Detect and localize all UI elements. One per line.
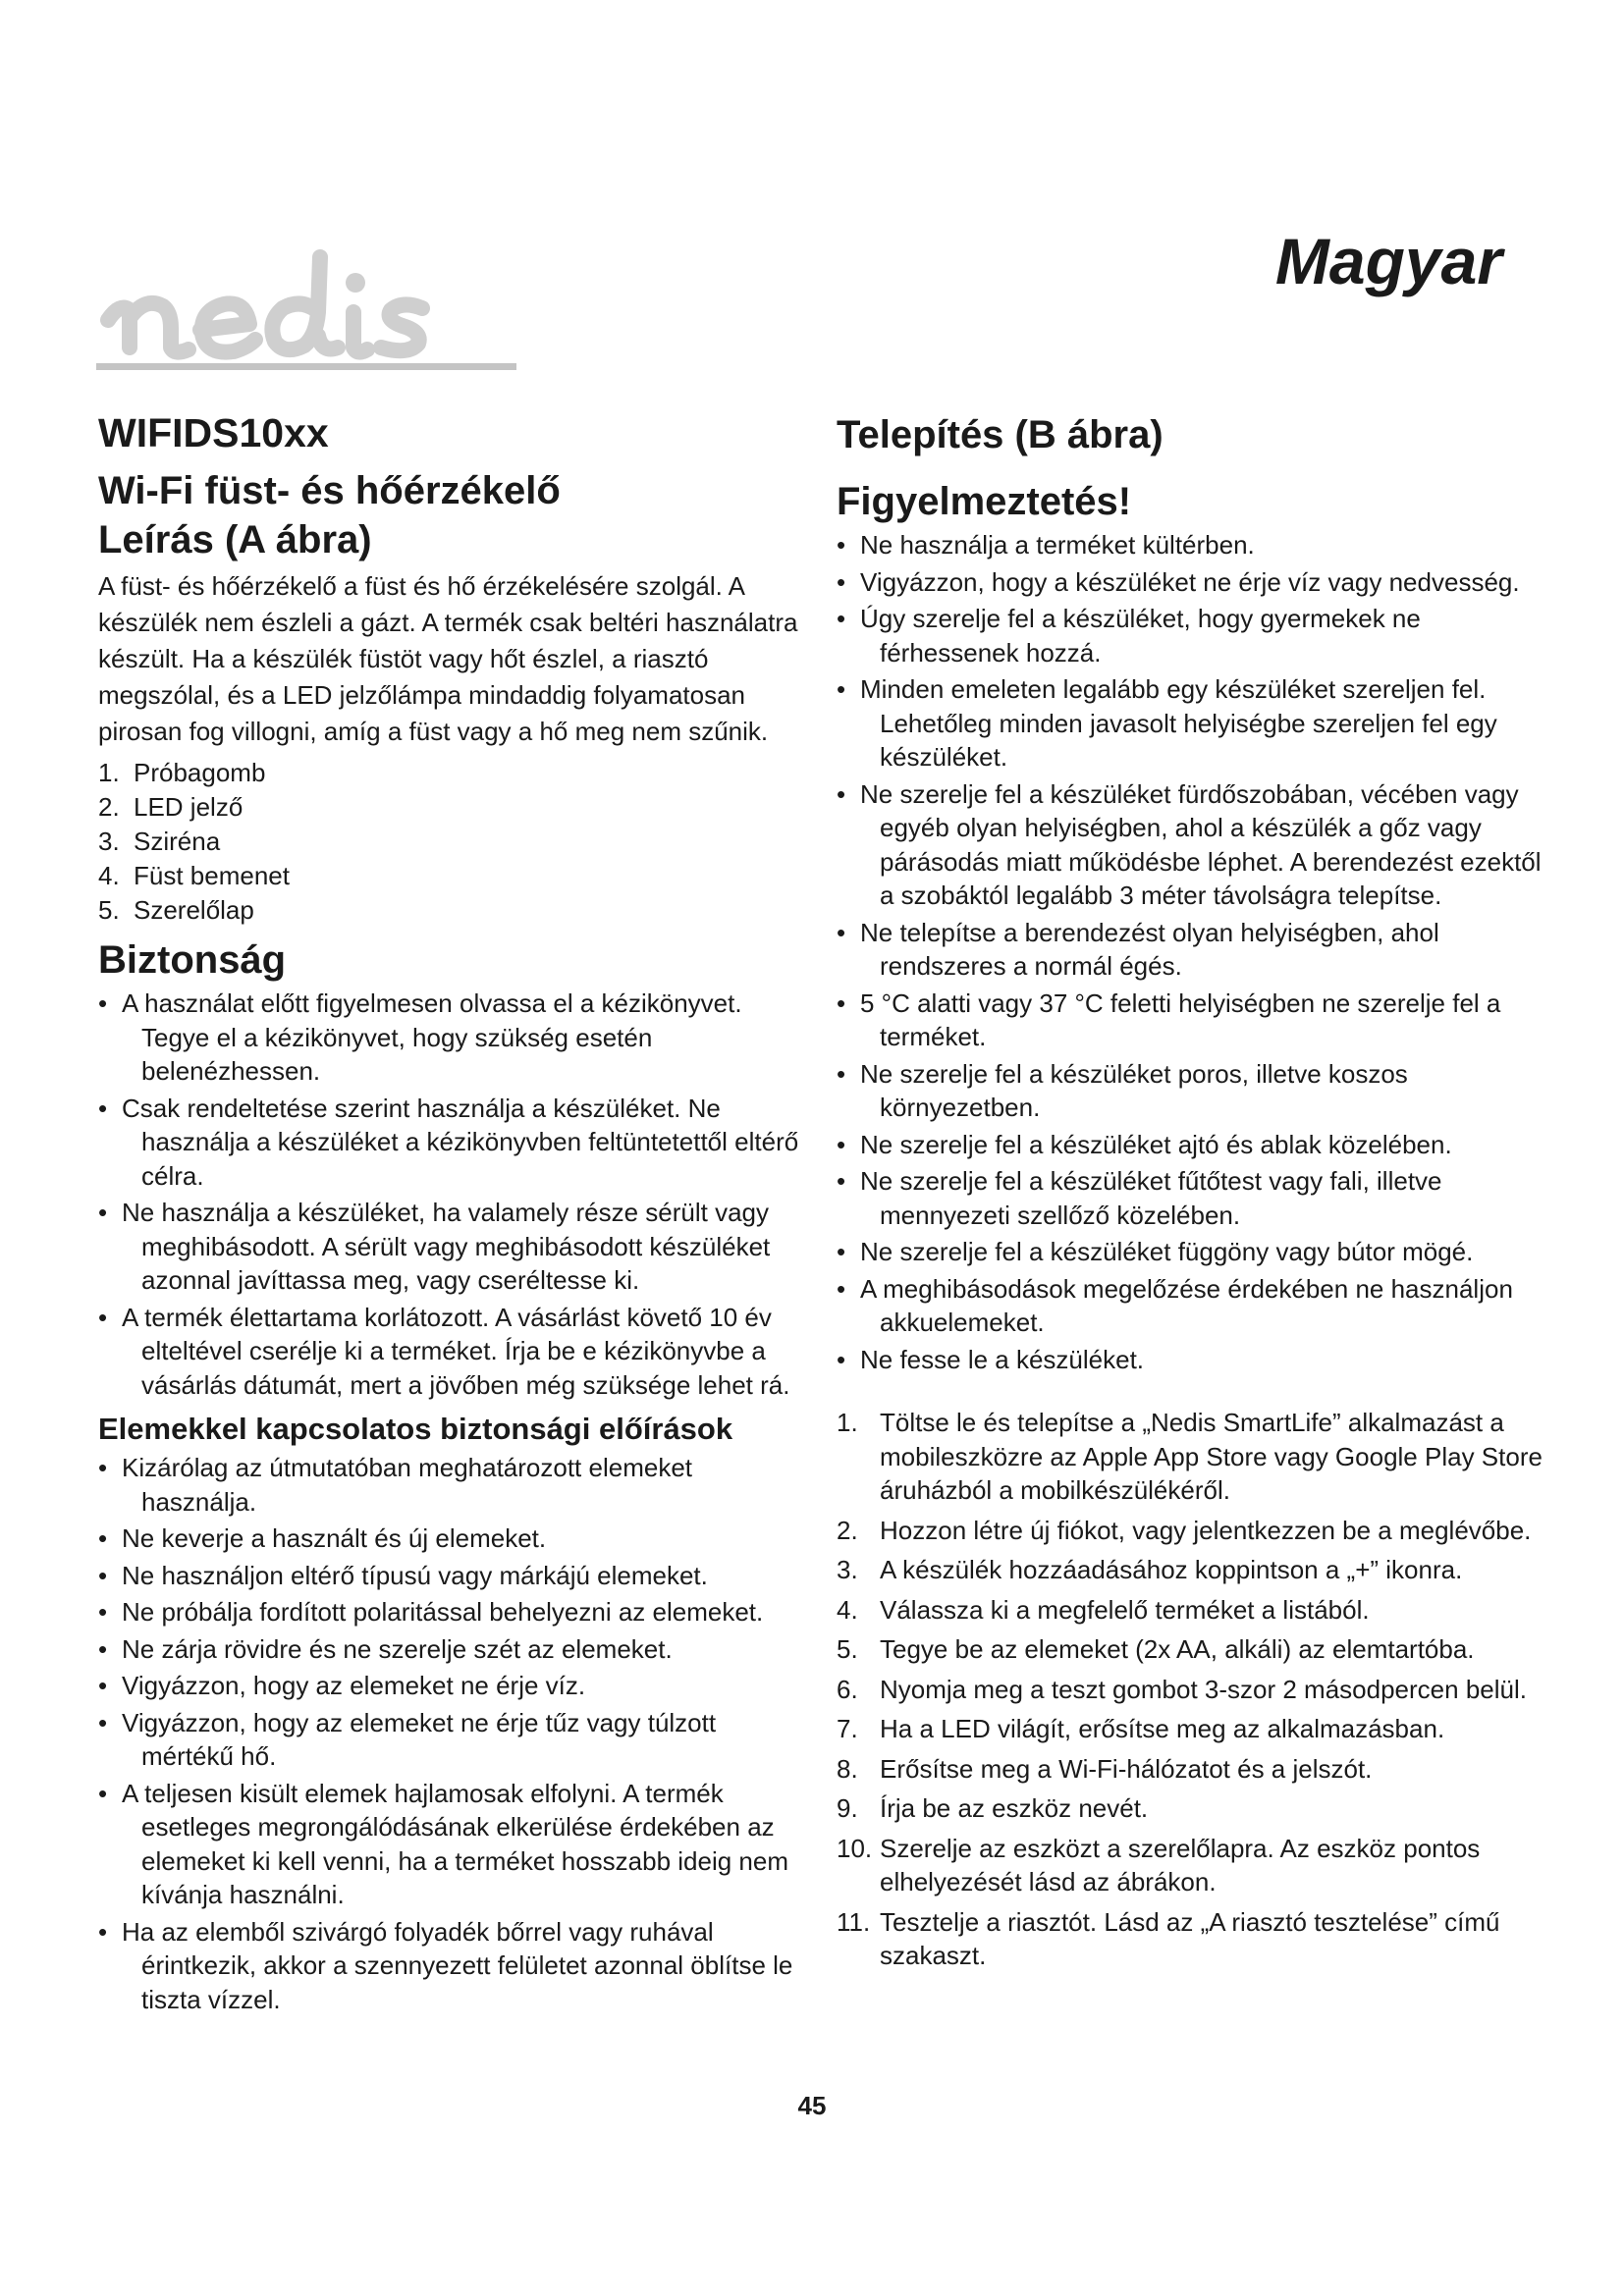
warning-item: • Ne szerelje fel a készüléket függöny vagy bútor mögé. [837,1235,1543,1269]
safety-item: • A használat előtt figyelmesen olvassa el a kézikönyvet. Tegye el a kézikönyvet, hogy szükség esetén belenézhessen. [98,987,805,1089]
battery-safety-heading: Elemekkel kapcsolatos biztonsági előírások [98,1412,733,1446]
warning-heading: Figyelmeztetés! [837,480,1132,523]
warning-item: • Ne használja a terméket kültérben. [837,528,1543,562]
step-item: 7. Ha a LED világít, erősítse meg az alkalmazásban. [837,1714,1445,1743]
battery-item: • Kizárólag az útmutatóban meghatározott elemeket használja. [98,1451,805,1519]
safety-item: • Csak rendeltetése szerint használja a készüléket. Ne használja a készüléket a kézikönyvben feltüntetettől eltérő célra. [98,1092,805,1194]
battery-item: • Vigyázzon, hogy az elemeket ne érje tűz vagy túlzott mértékű hő. [98,1706,805,1774]
safety-list [98,987,805,1402]
step-item: 5. Tegye be az elemeket (2x AA, alkáli) az elemtartóba. [837,1634,1475,1664]
parts-list-item: 5. Szerelőlap [98,895,254,925]
model-number: WIFIDS10xx [98,410,329,455]
parts-list [98,756,805,928]
step-item: 10. Szerelje az eszközt a szerelőlapra. Az eszköz pontos elhelyezését lásd az ábrákon. [837,1833,1481,1896]
warning-item: • Ne szerelje fel a készüléket poros, illetve koszos környezetben. [837,1057,1543,1125]
warning-item: • 5 °C alatti vagy 37 °C feletti helyiségben ne szerelje fel a terméket. [837,987,1543,1054]
left-column [98,410,805,2022]
warning-item: • Úgy szerelje fel a készüléket, hogy gyermekek ne férhessenek hozzá. [837,602,1543,669]
parts-list-item: 3. Sziréna [98,827,221,856]
installation-steps [837,1406,1543,1973]
logo-underline [96,363,516,370]
step-item: 3. A készülék hozzáadásához koppintson a „+” ikonra. [837,1555,1463,1584]
parts-list-item: 1. Próbagomb [98,758,266,787]
battery-item: • Ne zárja rövidre és ne szerelje szét az elemeket. [98,1632,805,1667]
warning-list [837,528,1543,1376]
step-item: 1. Töltse le és telepítse a „Nedis SmartLife” alkalmazást a mobileszközre az Apple App Store vagy Google Play Store áruházból a mobilkészülékéről. [837,1408,1543,1505]
product-title: Wi-Fi füst- és hőérzékelő [98,469,561,512]
language-label: Magyar [1274,225,1502,297]
battery-safety-list [98,1451,805,2016]
step-item: 2. Hozzon létre új fiókot, vagy jelentkezzen be a meglévőbe. [837,1515,1532,1545]
installation-heading: Telepítés (B ábra) [837,413,1164,456]
warning-item: • Ne telepítse a berendezést olyan helyiségben, ahol rendszeres a normál égés. [837,916,1543,984]
safety-heading: Biztonság [98,938,287,982]
step-item: 11. Tesztelje a riasztót. Lásd az „A riasztó tesztelése” című szakaszt. [837,1906,1500,1970]
warning-item: • Ne fesse le a készüléket. [837,1343,1543,1377]
warning-item: • Ne szerelje fel a készüléket fürdőszobában, vécében vagy egyéb olyan helyiségben, ahol a készülék a gőz vagy párásodás miatt működésbe léphet. A berendezést ezektől a szobáktól legalább 3 méter távolságra telepítse. [837,777,1543,913]
nedis-logo [90,218,522,375]
step-item: 9. Írja be az eszköz nevét. [837,1793,1149,1823]
battery-item: • Ne próbálja fordított polaritással behelyezni az elemeket. [98,1595,805,1629]
step-item: 6. Nyomja meg a teszt gombot 3-szor 2 másodpercen belül. [837,1674,1527,1704]
safety-item: • A termék élettartama korlátozott. A vásárlást követő 10 év elteltével cserélje ki a terméket. Írja be e kézikönyvbe a vásárlás dátumát, mert a jövőben még szüksége lehet rá. [98,1301,805,1403]
right-column [837,410,1543,1979]
description-heading: Leírás (A ábra) [98,518,372,561]
battery-item: • Ne használjon eltérő típusú vagy márkájú elemeket. [98,1559,805,1593]
warning-item: • Ne szerelje fel a készüléket fűtőtest vagy fali, illetve mennyezeti szellőző közelében. [837,1164,1543,1232]
description-text: A füst- és hőérzékelő a füst és hő érzékelésére szolgál. A készülék nem észleli a gázt. A termék csak beltéri használatra készült. Ha a készülék füstöt vagy hőt észlel, a riasztó megszólal, és a LED jelzőlámpa mindaddig folyamatosan pirosan fog villogni, amíg a füst vagy a hő meg nem szűnik. [98,571,798,746]
parts-list-item: 4. Füst bemenet [98,861,290,890]
warning-item: • A meghibásodások megelőzése érdekében ne használjon akkuelemeket. [837,1272,1543,1340]
parts-list-item: 2. LED jelző [98,792,244,822]
warning-item: • Ne szerelje fel a készüléket ajtó és ablak közelében. [837,1128,1543,1162]
step-item: 8. Erősítse meg a Wi-Fi-hálózatot és a jelszót. [837,1753,1373,1784]
warning-item: • Vigyázzon, hogy a készüléket ne érje víz vagy nedvesség. [837,565,1543,600]
battery-item: • Vigyázzon, hogy az elemeket ne érje víz. [98,1669,805,1703]
step-item: 4. Válassza ki a megfelelő terméket a listából. [837,1594,1370,1625]
battery-item: • A teljesen kisült elemek hajlamosak elfolyni. A termék esetleges megrongálódásának elkerülése érdekében az elemeket ki kell venni, ha a terméket hosszabb ideig nem kívánja használni. [98,1777,805,1912]
battery-item: • Ha az elemből szivárgó folyadék bőrrel vagy ruhával érintkezik, akkor a szennyezett felületet azonnal öblítse le tiszta vízzel. [98,1915,805,2017]
warning-item: • Minden emeleten legalább egy készüléket szereljen fel. Lehetőleg minden javasolt helyiségbe szereljen fel egy készüléket. [837,672,1543,774]
safety-item: • Ne használja a készüléket, ha valamely része sérült vagy meghibásodott. A sérült vagy meghibásodott készüléket azonnal javíttassa meg, vagy cseréltesse ki. [98,1196,805,1298]
battery-item: • Ne keverje a használt és új elemeket. [98,1522,805,1556]
page-number: 45 [797,2091,827,2120]
